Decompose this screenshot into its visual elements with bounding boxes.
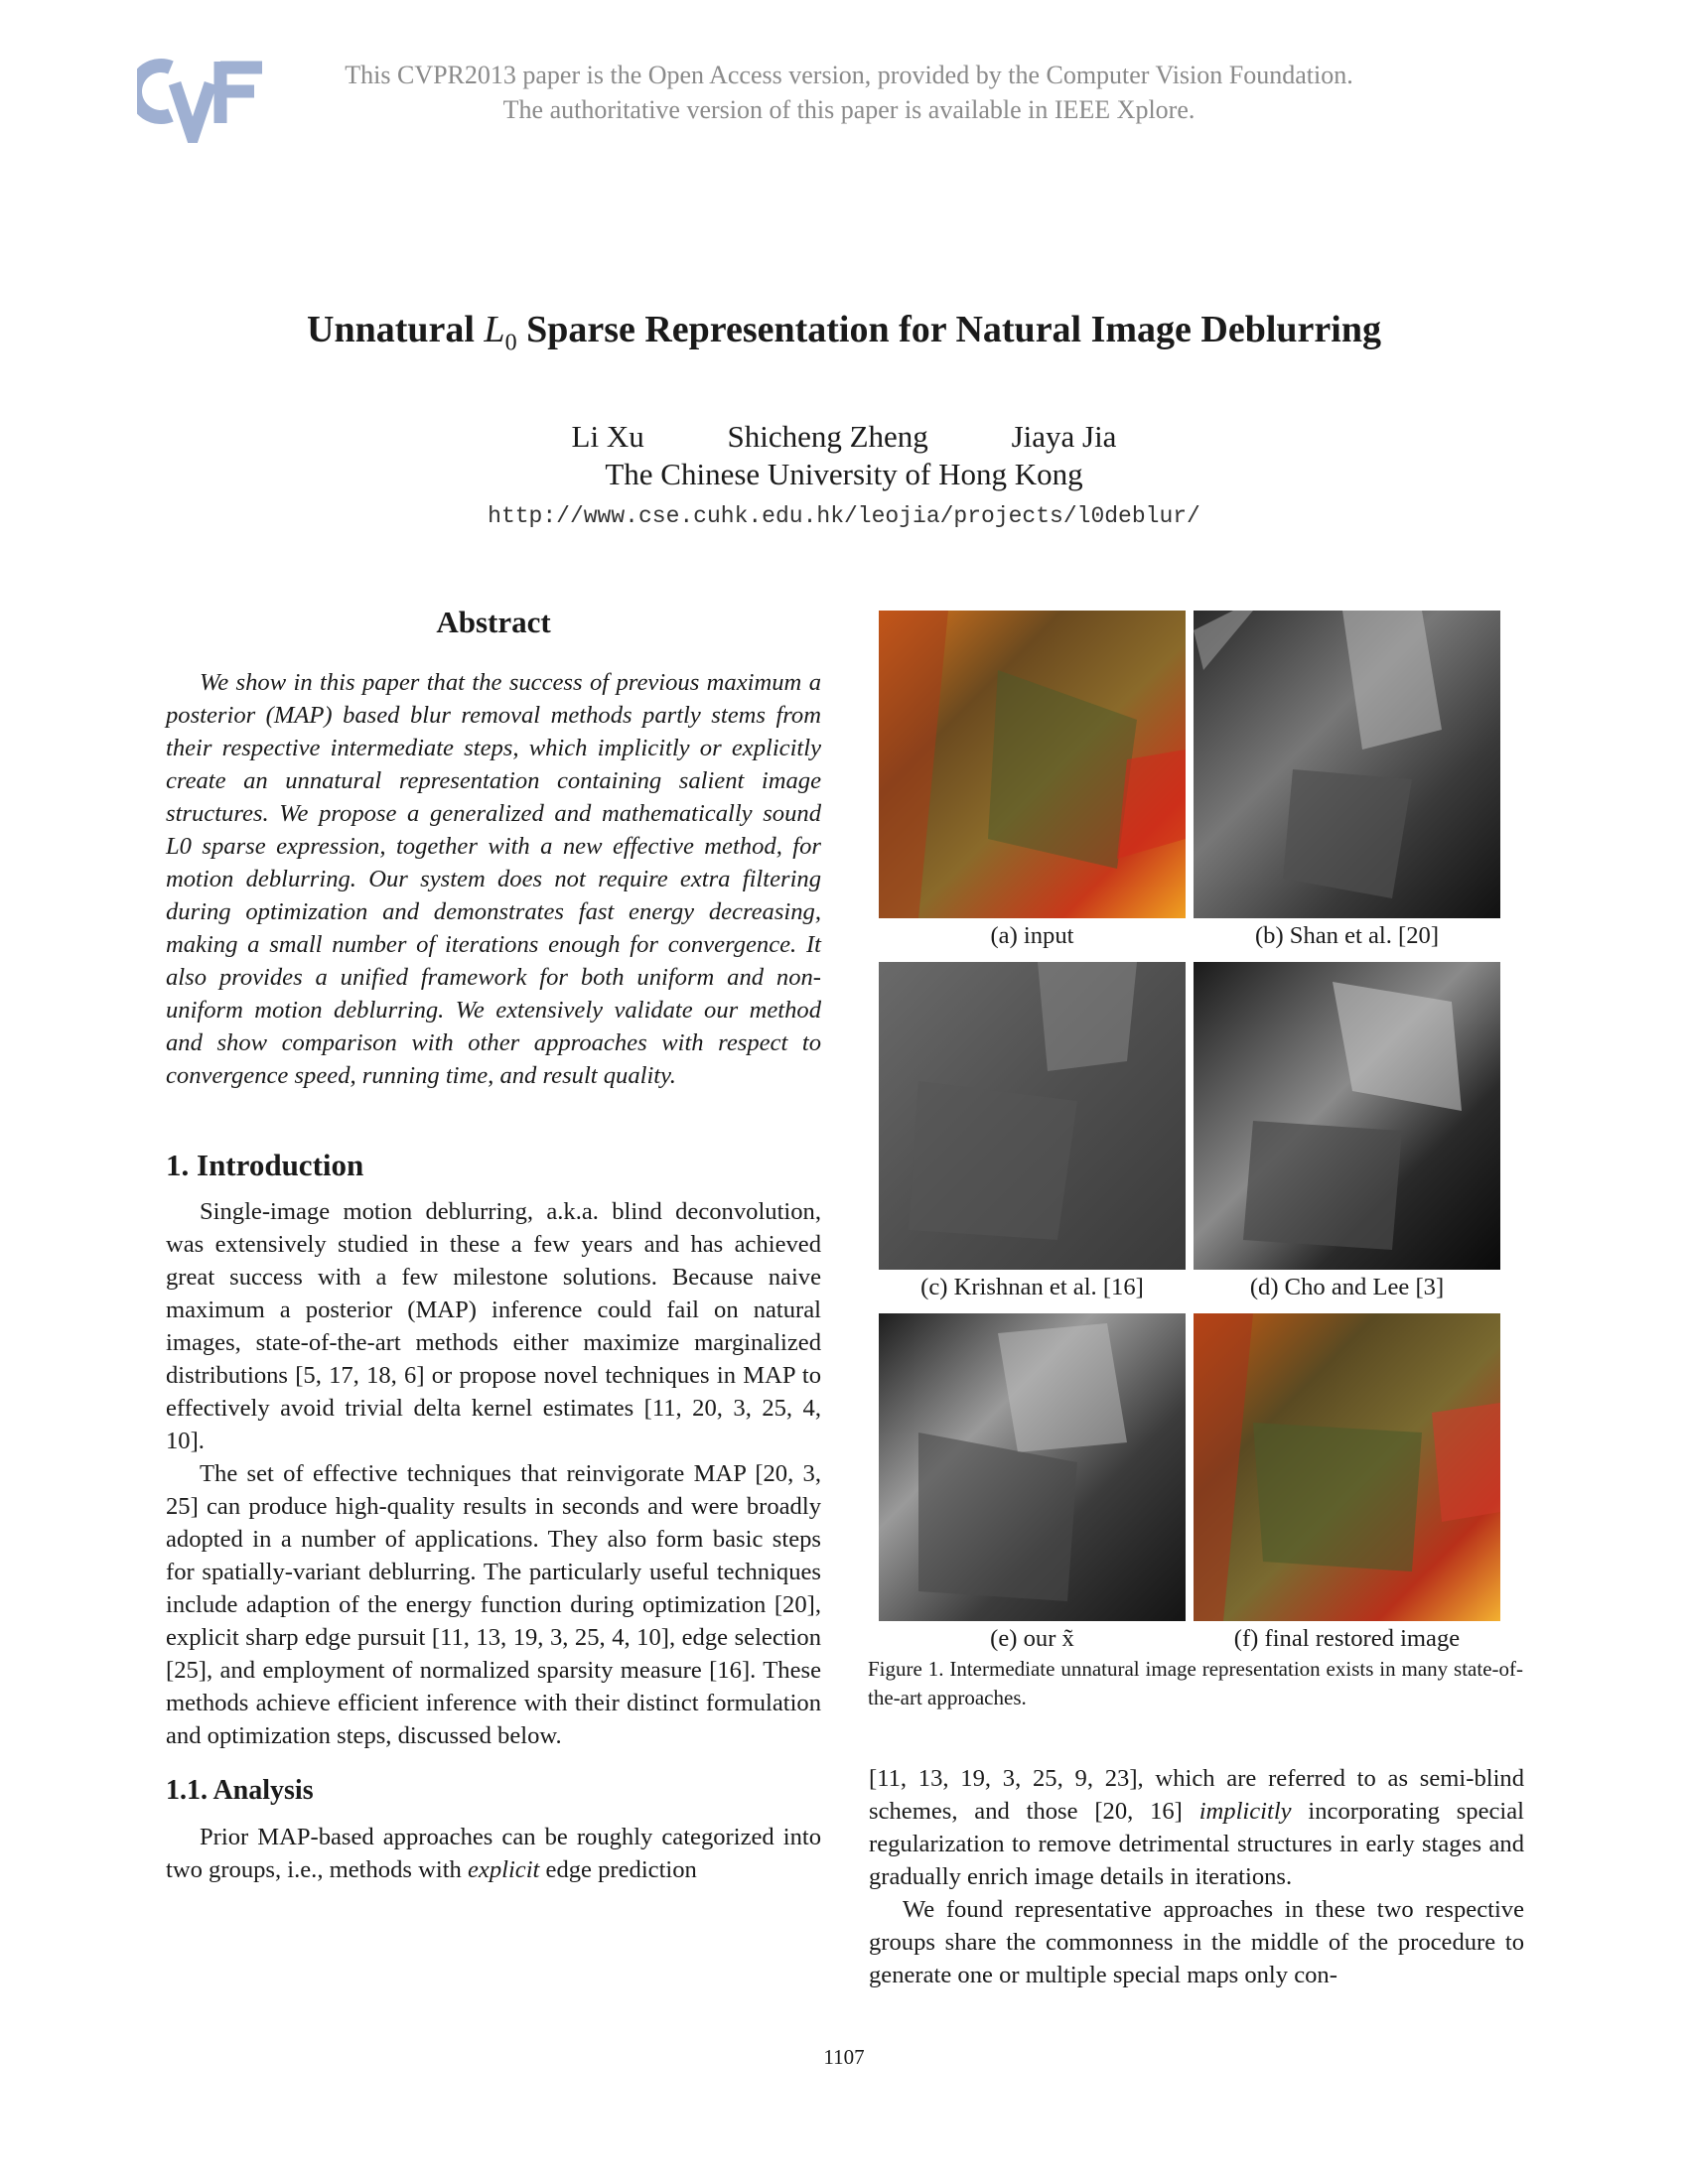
figure-label-c: (c) Krishnan et al. [16] [920, 1274, 1144, 1300]
figure-panel-c [879, 962, 1186, 1313]
figure-label-b: (b) Shan et al. [20] [1254, 922, 1440, 949]
author-list [0, 419, 1688, 455]
notice-line-1: This CVPR2013 paper is the Open Access version, provided by the Computer Vision Foundation. [345, 61, 1353, 89]
right-paragraph-1: [11, 13, 19, 3, 25, 9, 23], which are referred to as semi-blind schemes, and those [20, 16] implicitly incorporating special regularization to remove detrimental structures in early stages and gradually enrich image details in iterations. [869, 1765, 1525, 1890]
left-column [166, 606, 821, 1886]
author: Jiaya Jia [1011, 419, 1117, 454]
figure-panel-f [1194, 1313, 1500, 1665]
title-prefix: Unnatural [307, 309, 475, 350]
abstract-text: We show in this paper that the success of previous maximum a posterior (MAP) based blur removal methods partly stems from their respective intermediate steps, which implicitly or explicitly create an unnatural representation containing salient image structures. We propose a generalized and mathematically sound L0 sparse expression, together with a new effective method, for motion deblurring. Our system does not require extra filtering during optimization and demonstrates fast energy decreasing, making a small number of iterations enough for convergence. It also provides a unified framework for both uniform and non-uniform motion deblurring. We extensively validate our method and show comparison with other approaches with respect to convergence speed, running time, and result quality. [166, 669, 821, 1089]
figure-label-d: (d) Cho and Lee [3] [1249, 1274, 1445, 1300]
figure-panel-a [879, 611, 1186, 962]
right-column [869, 1762, 1524, 1991]
final-restored-image [1194, 1313, 1500, 1621]
right-paragraph-2: We found representative approaches in these two respective groups share the commonness in the middle of the procedure to generate one or multiple special maps only con- [869, 1896, 1524, 1988]
abstract-heading: Abstract [436, 605, 551, 639]
krishnan-result-image [879, 962, 1186, 1270]
title-math: $L_0$ [484, 309, 517, 356]
open-access-notice [288, 58, 1410, 127]
figure-caption: Figure 1. Intermediate unnatural image representation exists in many state-of-the-art approaches. [868, 1657, 1523, 1709]
our-intermediate-image [879, 1313, 1186, 1621]
page-number: 1107 [823, 2045, 865, 2069]
cho-lee-result-image [1194, 962, 1500, 1270]
author: Li Xu [571, 419, 644, 454]
paper-title [0, 308, 1688, 357]
figure-panel-d [1194, 962, 1500, 1313]
shan-result-image [1194, 611, 1500, 918]
intro-paragraph-2: The set of effective techniques that reinvigorate MAP [20, 3, 25] can produce high-quality results in seconds and were broadly adopted in a number of applications. They also form basic steps for spatially-variant deblurring. The particularly useful techniques include adaption of the energy function during optimization [20], explicit sharp edge pursuit [11, 13, 19, 3, 25, 4, 10], edge selection [25], and employment of normalized sparsity measure [16]. These methods achieve efficient inference with their distinct formulation and optimization steps, discussed below. [166, 1460, 821, 1749]
project-url[interactable]: http://www.cse.cuhk.edu.hk/leojia/projects/l0deblur/ [488, 503, 1200, 529]
intro-paragraph-1: Single-image motion deblurring, a.k.a. blind deconvolution, was extensively studied in these a few years and has achieved great success with a few milestone solutions. Because naive maximum a posterior (MAP) inference could fail on natural images, state-of-the-art methods either maximize marginalized distributions [5, 17, 18, 6] or propose novel techniques in MAP to effectively avoid trivial delta kernel estimates [11, 20, 3, 25, 4, 10]. [166, 1198, 821, 1454]
input-image [879, 611, 1186, 918]
figure-1 [864, 611, 1523, 1712]
figure-panel-b [1194, 611, 1500, 962]
cvf-logo [137, 54, 266, 143]
figure-label-f: (f) final restored image [1233, 1625, 1461, 1652]
notice-line-2: The authoritative version of this paper is available in IEEE Xplore. [502, 95, 1196, 124]
title-suffix: Sparse Representation for Natural Image Deblurring [526, 309, 1381, 350]
author: Shicheng Zheng [727, 419, 928, 454]
affiliation: The Chinese University of Hong Kong [605, 457, 1083, 491]
figure-panel-e [879, 1313, 1186, 1665]
analysis-heading: 1.1. Analysis [166, 1775, 314, 1806]
figure-label-a: (a) input [990, 922, 1074, 949]
introduction-heading: 1. Introduction [166, 1148, 364, 1182]
figure-label-e: (e) our x̃ [990, 1625, 1074, 1652]
analysis-paragraph: Prior MAP-based approaches can be roughly categorized into two groups, i.e., methods with explicit edge prediction [166, 1824, 821, 1883]
